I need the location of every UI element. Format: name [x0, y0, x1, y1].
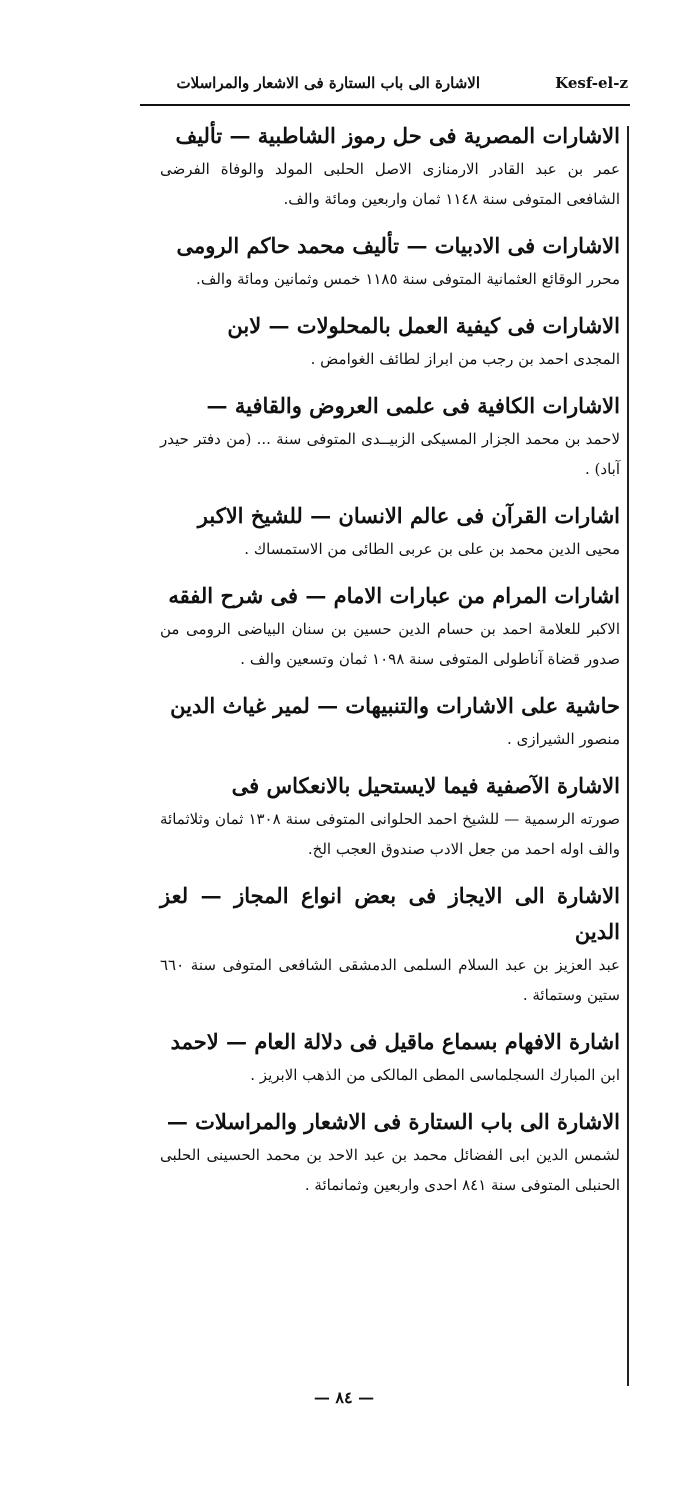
entry-body: محرر الوقائع العثمانية المتوفى سنة ١١٨٥ خمس وثمانين ومائة والف.: [196, 270, 620, 288]
entry-body: عمر بن عبد القادر الارمنازى الاصل الحلبى المولد والوفاة الفرضى الشافعى المتوفى سنة ١١٤٨ ثمان واربعين ومائة والف.: [160, 160, 620, 208]
entry: [160, 228, 620, 294]
entry-title: حاشية على الاشارات والتنبيهات — لمير غياث الدين: [170, 693, 620, 718]
entry-body: محيى الدين محمد بن على بن عربى الطائى من الاستمساك .: [244, 540, 620, 558]
entry-title: الاشارة الآصفية فيما لايستحيل بالانعكاس فى: [231, 773, 620, 798]
entry-title: الاشارات فى الادبيات — تأليف محمد حاكم الرومى: [176, 233, 620, 258]
header-rule: [140, 104, 630, 106]
entry-body: المجدى احمد بن رجب من ابراز لطائف الغوامض .: [310, 350, 620, 368]
entry: [160, 578, 620, 674]
entry: [160, 118, 620, 214]
entry: [160, 878, 620, 1010]
entry-body: عبد العزيز بن عبد السلام السلمى الدمشقى الشافعى المتوفى سنة ٦٦٠ ستين وستمائة .: [160, 956, 620, 1004]
entry-body: الاكبر للعلامة احمد بن حسام الدين حسين بن سنان البياضى الرومى من صدور قضاة آناطولى المتوفى سنة ١٠٩٨ ثمان وتسعين والف .: [160, 620, 620, 668]
entry-body: لشمس الدين ابى الفضائل محمد بن عبد الاحد بن محمد الحسينى الحلبى الحنبلى المتوفى سنة ٨٤١ احدى واربعين وثمانمائة .: [160, 1146, 620, 1194]
entry: [160, 768, 620, 864]
entry: [160, 388, 620, 484]
margin-rule: [627, 126, 629, 1386]
entry-title: اشارات القرآن فى عالم الانسان — للشيخ الاكبر: [197, 503, 620, 528]
entry-body: منصور الشيرازى .: [507, 730, 620, 748]
entry-title: الاشارة الى باب الستارة فى الاشعار والمراسلات —: [166, 1109, 620, 1134]
entry: [160, 498, 620, 564]
entry: [160, 688, 620, 754]
page-number: — ٨٤ —: [313, 1388, 375, 1407]
entry: [160, 1104, 620, 1200]
entry: [160, 308, 620, 374]
entry-title: اشارة الافهام بسماع ماقيل فى دلالة العام — لاحمد: [170, 1029, 620, 1054]
entry-body: لاحمد بن محمد الجزار المسيكى الزبيــدى المتوفى سنة ... (من دفتر حيدر آباد) .: [160, 430, 620, 478]
running-header-title: الاشارة الى باب الستارة فى الاشعار والمراسلات: [176, 74, 480, 92]
entry-body: صورته الرسمية — للشيخ احمد الحلوانى المتوفى سنة ١٣٠٨ ثمان وثلاثمائة والف اوله احمد من جعل الادب صندوق العجب الخ.: [160, 810, 620, 858]
entry-title: الاشارات المصرية فى حل رموز الشاطبية — تأليف: [175, 123, 620, 148]
running-header-signature: Kesf-el-z: [555, 74, 628, 92]
entry-title: الاشارة الى الايجاز فى بعض انواع المجاز — لعز الدين: [160, 883, 620, 944]
entry-title: الاشارات الكافية فى علمى العروض والقافية —: [206, 393, 620, 418]
entry-body: ابن المبارك السجلماسى المطى المالكى من الذهب الابريز .: [250, 1066, 620, 1084]
entry-title: اشارات المرام من عبارات الامام — فى شرح الفقه: [168, 583, 620, 608]
entry-list: [160, 118, 620, 1214]
entry-title: الاشارات فى كيفية العمل بالمحلولات — لابن: [227, 313, 620, 338]
entry: [160, 1024, 620, 1090]
running-header: [140, 70, 630, 104]
